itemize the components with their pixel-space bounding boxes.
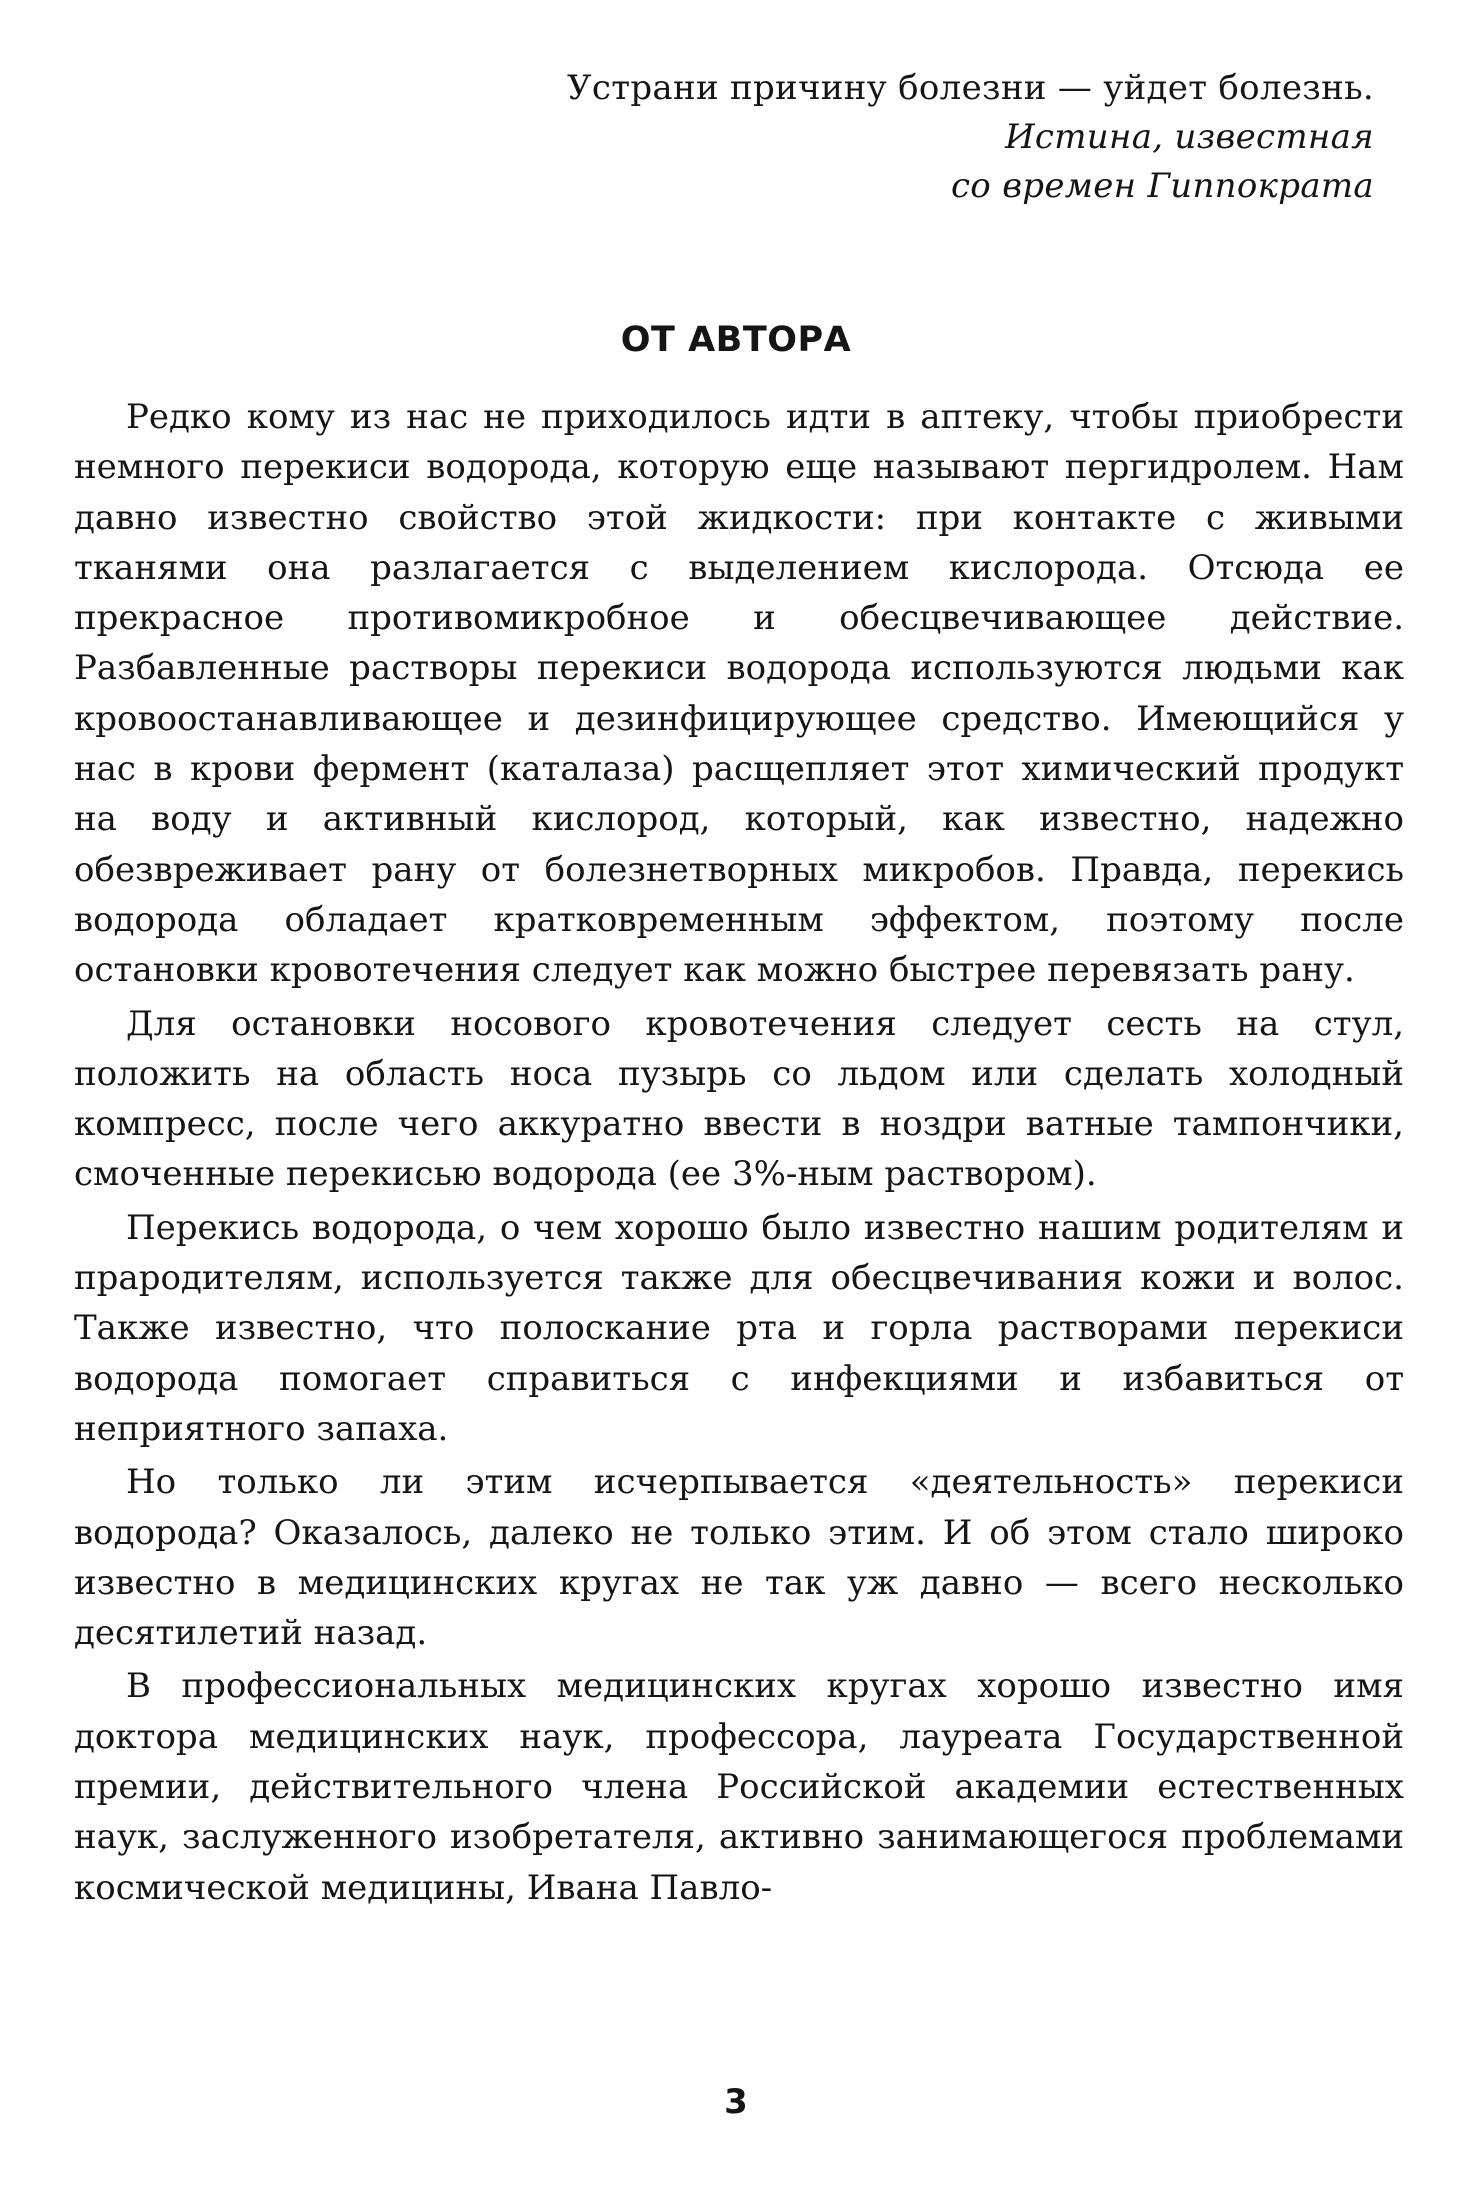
epigraph (374, 64, 1374, 211)
epigraph-quote: Устрани причину болезни — уйдет болезнь. (567, 68, 1374, 108)
epigraph-attribution-line-2: со времен Гиппократа (950, 166, 1374, 206)
paragraph: Перекись водорода, о чем хорошо было известно нашим родителям и прародителям, используется также для обесцвечивания кожи и волос. Также известно, что полоскание рта и горла растворами перекиси водорода помогает справиться с инфекциями и избавиться от неприятного запаха. (74, 1207, 1404, 1449)
section-heading: ОТ АВТОРА (620, 320, 852, 360)
page-number: 3 (724, 2082, 748, 2122)
paragraph: В профессиональных медицинских кругах хорошо известно имя доктора медицинских наук, профессора, лауреата Государственной премии, действительного члена Российской академии естественных наук, заслуженного изобретателя, активно занимающегося проблемами космической медицины, Ивана Павло- (74, 1666, 1404, 1908)
paragraph: Редко кому из нас не приходилось идти в аптеку, чтобы приобрести немного перекиси водорода, которую еще называют пергидролем. Нам давно известно свойство этой жидкости: при контакте с живыми тканями она разлагается с выделением кислорода. Отсюда ее прекрасное противомикробное и обесцвечивающее действие. Разбавленные растворы перекиси водорода используются людьми как кровоостанавливающее и дезинфицирующее средство. Имеющийся у нас в крови фермент (каталаза) расщепляет этот химический продукт на воду и активный кислород, который, как известно, надежно обезвреживает рану от болезнетворных микробов. Правда, перекись водорода обладает кратковременным эффектом, поэтому после остановки кровотечения следует как можно быстрее перевязать рану. (74, 397, 1404, 991)
body-text (74, 392, 1404, 1916)
epigraph-attribution-line-1: Истина, известная (1004, 117, 1374, 157)
paragraph: Но только ли этим исчерпывается «деятельность» перекиси водорода? Оказалось, далеко не только этим. И об этом стало широко известно в медицинских кругах не так уж давно — всего несколько десятилетий назад. (74, 1462, 1404, 1654)
paragraph: Для остановки носового кровотечения следует сесть на стул, положить на область носа пузырь со льдом или сделать холодный компресс, после чего аккуратно ввести в ноздри ватные тампончики, смоченные перекисью водорода (ее 3%-ным раствором). (74, 1003, 1404, 1195)
